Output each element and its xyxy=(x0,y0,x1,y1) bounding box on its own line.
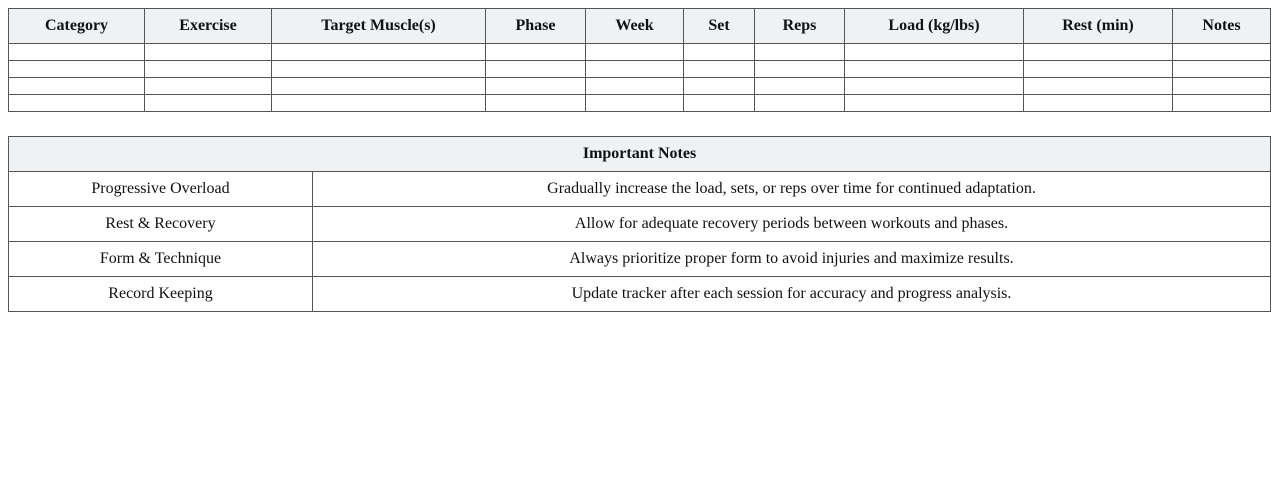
note-label: Progressive Overload xyxy=(9,172,313,207)
table-cell[interactable] xyxy=(684,61,755,78)
table-cell[interactable] xyxy=(684,44,755,61)
note-row xyxy=(9,277,1271,312)
table-cell[interactable] xyxy=(1024,95,1173,112)
table-cell[interactable] xyxy=(272,95,486,112)
table-cell[interactable] xyxy=(1173,61,1271,78)
note-row xyxy=(9,242,1271,277)
note-text: Gradually increase the load, sets, or reps over time for continued adaptation. xyxy=(313,172,1271,207)
table-cell[interactable] xyxy=(845,95,1024,112)
tracker-header-row xyxy=(9,9,1271,44)
notes-title: Important Notes xyxy=(9,137,1271,172)
table-cell[interactable] xyxy=(9,44,145,61)
table-cell[interactable] xyxy=(1024,44,1173,61)
table-cell[interactable] xyxy=(272,44,486,61)
notes-title-row xyxy=(9,137,1271,172)
header-category: Category xyxy=(9,9,145,44)
table-cell[interactable] xyxy=(755,95,845,112)
table-cell[interactable] xyxy=(845,61,1024,78)
table-cell[interactable] xyxy=(145,44,272,61)
note-text: Allow for adequate recovery periods between workouts and phases. xyxy=(313,207,1271,242)
header-set: Set xyxy=(684,9,755,44)
table-cell[interactable] xyxy=(145,61,272,78)
note-row xyxy=(9,207,1271,242)
table-cell[interactable] xyxy=(9,78,145,95)
table-cell[interactable] xyxy=(486,44,586,61)
table-cell[interactable] xyxy=(9,95,145,112)
table-cell[interactable] xyxy=(684,78,755,95)
table-row xyxy=(9,78,1271,95)
note-text: Always prioritize proper form to avoid injuries and maximize results. xyxy=(313,242,1271,277)
note-row xyxy=(9,172,1271,207)
table-cell[interactable] xyxy=(272,78,486,95)
header-reps: Reps xyxy=(755,9,845,44)
table-cell[interactable] xyxy=(486,95,586,112)
header-notes: Notes xyxy=(1173,9,1271,44)
table-cell[interactable] xyxy=(145,95,272,112)
table-cell[interactable] xyxy=(755,44,845,61)
table-row xyxy=(9,61,1271,78)
note-label: Rest & Recovery xyxy=(9,207,313,242)
table-cell[interactable] xyxy=(586,44,684,61)
header-target-muscles: Target Muscle(s) xyxy=(272,9,486,44)
table-cell[interactable] xyxy=(1173,78,1271,95)
table-cell[interactable] xyxy=(586,78,684,95)
table-cell[interactable] xyxy=(845,78,1024,95)
header-load: Load (kg/lbs) xyxy=(845,9,1024,44)
table-cell[interactable] xyxy=(755,78,845,95)
table-cell[interactable] xyxy=(486,61,586,78)
table-cell[interactable] xyxy=(486,78,586,95)
table-cell[interactable] xyxy=(684,95,755,112)
table-cell[interactable] xyxy=(9,61,145,78)
table-row xyxy=(9,95,1271,112)
table-cell[interactable] xyxy=(1024,78,1173,95)
important-notes-table xyxy=(8,136,1271,312)
workout-tracker-table xyxy=(8,8,1271,112)
table-cell[interactable] xyxy=(272,61,486,78)
table-cell[interactable] xyxy=(586,61,684,78)
table-cell[interactable] xyxy=(1173,44,1271,61)
table-row xyxy=(9,44,1271,61)
table-cell[interactable] xyxy=(1024,61,1173,78)
table-cell[interactable] xyxy=(145,78,272,95)
header-phase: Phase xyxy=(486,9,586,44)
note-label: Record Keeping xyxy=(9,277,313,312)
header-exercise: Exercise xyxy=(145,9,272,44)
table-cell[interactable] xyxy=(845,44,1024,61)
header-week: Week xyxy=(586,9,684,44)
note-label: Form & Technique xyxy=(9,242,313,277)
table-cell[interactable] xyxy=(1173,95,1271,112)
header-rest: Rest (min) xyxy=(1024,9,1173,44)
note-text: Update tracker after each session for accuracy and progress analysis. xyxy=(313,277,1271,312)
table-cell[interactable] xyxy=(755,61,845,78)
table-cell[interactable] xyxy=(586,95,684,112)
